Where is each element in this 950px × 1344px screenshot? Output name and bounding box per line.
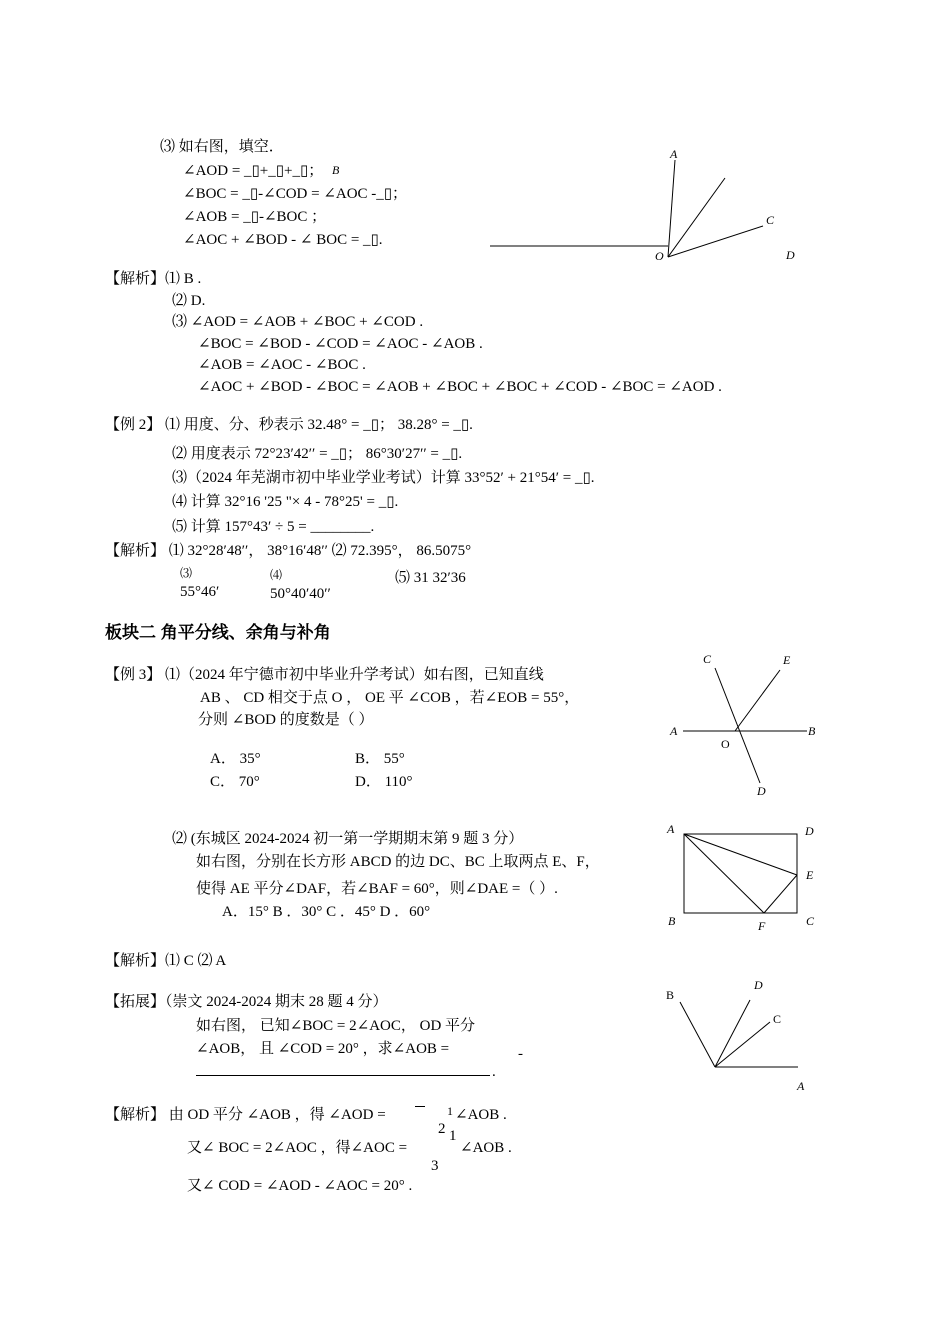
label-b: B [808,724,816,738]
label-b: B [668,914,676,928]
text-line: ⑵ (东城区 2024-2024 初一第一学期期末第 9 题 3 分） [172,831,524,847]
text-line: ⑷ [270,568,283,582]
text-line: 【例 2】 ⑴ 用度、分、秒表示 32.48° = _▯； 38.28° = _▯. [105,417,473,433]
ray-ob [680,1002,715,1067]
intersecting-lines-figure [665,648,830,803]
text-line: B． 55° [355,751,405,767]
ray-oc [715,1022,770,1067]
segment-af [684,834,764,913]
text-line: 50°40′40′′ [270,586,331,602]
text-line: 【解析】 ⑴ 32°28′48′′， 38°16′48′′ ⑵ 72.395°， 86.5075° [105,543,472,559]
label-d: D [805,824,814,838]
label-a: A [670,724,678,738]
text-line: ∠BOC = _▯-∠COD = ∠AOC -_▯； [183,186,408,202]
label-c: C [766,213,775,227]
text-line: A． 35° [210,751,261,767]
text-line: ⑵ 用度表示 72°23′42′′ = _▯； 86°30′27′′ = _▯. [172,446,463,462]
section-title: 板块二 角平分线、余角与补角 [105,623,331,642]
label-f: F [758,919,766,933]
text-line: ∠AOB = _▯-∠BOC ； [183,209,327,225]
angle-figure-1 [480,140,820,270]
ray-oe [735,670,780,731]
text-line: 又∠ COD = ∠AOD - ∠AOC = 20° . [187,1178,413,1194]
label-e: E [806,868,814,882]
text-line: ∠AOB， 且 ∠COD = 20° ，求∠AOB = [196,1041,450,1057]
text-line: 【例 3】 ⑴（2024 年宁德市初中毕业升学考试）如右图，已知直线 [105,667,544,683]
text-line: 如右图，分别在长方形 ABCD 的边 DC、BC 上取两点 E、F， [196,854,600,870]
text-line: 【解析】 由 OD 平分 ∠AOB ，得 ∠AOD = [105,1107,386,1123]
text-line: ∠AOB = ∠AOC - ∠BOC . [198,357,366,373]
label-b: B [666,988,675,1002]
text-line: . [492,1064,496,1080]
text-line: ⑸ 计算 157°43′ ÷ 5 = ________. [172,519,375,535]
text-line: ∠AOC + ∠BOD - ∠BOC = ∠AOB + ∠BOC + ∠BOC + ∠COD - ∠BOC = ∠AOD . [198,379,722,395]
label-d: D [757,784,766,798]
text-line: ⑶ ∠AOD = ∠AOB + ∠BOC + ∠COD . [172,314,424,330]
text-line: ⑸ 31 32′36 [395,570,466,586]
label-b-fig1: B [332,163,340,177]
text-line: 3 [431,1158,439,1174]
text-line: ⑵ D. [172,293,206,309]
rays-figure [660,972,820,1097]
text-line: ∠AOC + ∠BOD - ∠ BOC = _▯. [183,232,383,248]
text-line: - [518,1046,523,1062]
segment-ae [684,834,797,875]
label-o: O [721,737,730,751]
label-c: C [703,652,712,666]
label-d: D [754,978,763,992]
label-a: A [797,1079,805,1093]
text-line: 2 [438,1121,446,1137]
segment-fe [764,875,797,913]
text-line: ∠AOB . [460,1140,512,1156]
text-line: ∠AOB . [455,1107,507,1123]
text-line: 55°46′ [180,584,220,600]
ray-od [715,1000,750,1067]
label-a: A [667,822,675,836]
text-line: A．15° B ．30° C ．45° D ．60° [222,904,431,920]
ray-o-mid [668,178,725,257]
text-line: 1 [447,1104,453,1118]
text-line: 1 [449,1128,457,1144]
text-line: ∠BOC = ∠BOD - ∠COD = ∠AOC - ∠AOB . [198,336,483,352]
label-a: A [670,147,678,161]
ray-oa [668,160,675,257]
label-c: C [806,914,815,928]
text-line: 如右图， 已知∠BOC = 2∠AOC， OD 平分 [196,1018,476,1034]
label-d: D [786,248,795,262]
text-line: ⑶ 如右图，填空． [160,139,284,155]
text-line: 使得 AE 平分∠DAF，若∠BAF = 60°，则∠DAE =（ ）. [196,881,558,897]
rectangle-abcd [684,834,797,913]
overline-mark [415,1106,425,1107]
label-c: C [773,1012,782,1026]
text-line: 【解析】⑴ C ⑵ A [105,953,227,969]
text-line: ∠AOD = _▯+_▯+_▯； [183,163,324,179]
text-line: 分则 ∠BOD 的度数是（ ） [198,712,374,728]
answer-blank-line [196,1075,490,1076]
rectangle-figure [662,822,827,937]
text-line: 【解析】⑴ B . [105,271,202,287]
label-e: E [783,653,791,667]
text-line: D． 110° [355,774,413,790]
label-o: O [655,249,664,263]
text-line: ⑶（2024 年芜湖市初中毕业学业考试）计算 33°52′ + 21°54′ = _▯. [172,470,595,486]
text-line: ⑷ 计算 32°16 '25 "× 4 - 78°25' = _▯. [172,494,399,510]
ray-oc [668,226,763,257]
text-line: AB 、 CD 相交于点 O ， OE 平 ∠COB ，若∠EOB = 55°， [200,690,580,706]
text-line: C． 70° [210,774,260,790]
line-cd [715,668,760,783]
text-line: 【拓展】（崇文 2024-2024 期末 28 题 4 分） [105,994,388,1010]
text-line: 又∠ BOC = 2∠AOC ，得∠AOC = [187,1140,408,1156]
text-line: ⑶ [180,566,193,580]
